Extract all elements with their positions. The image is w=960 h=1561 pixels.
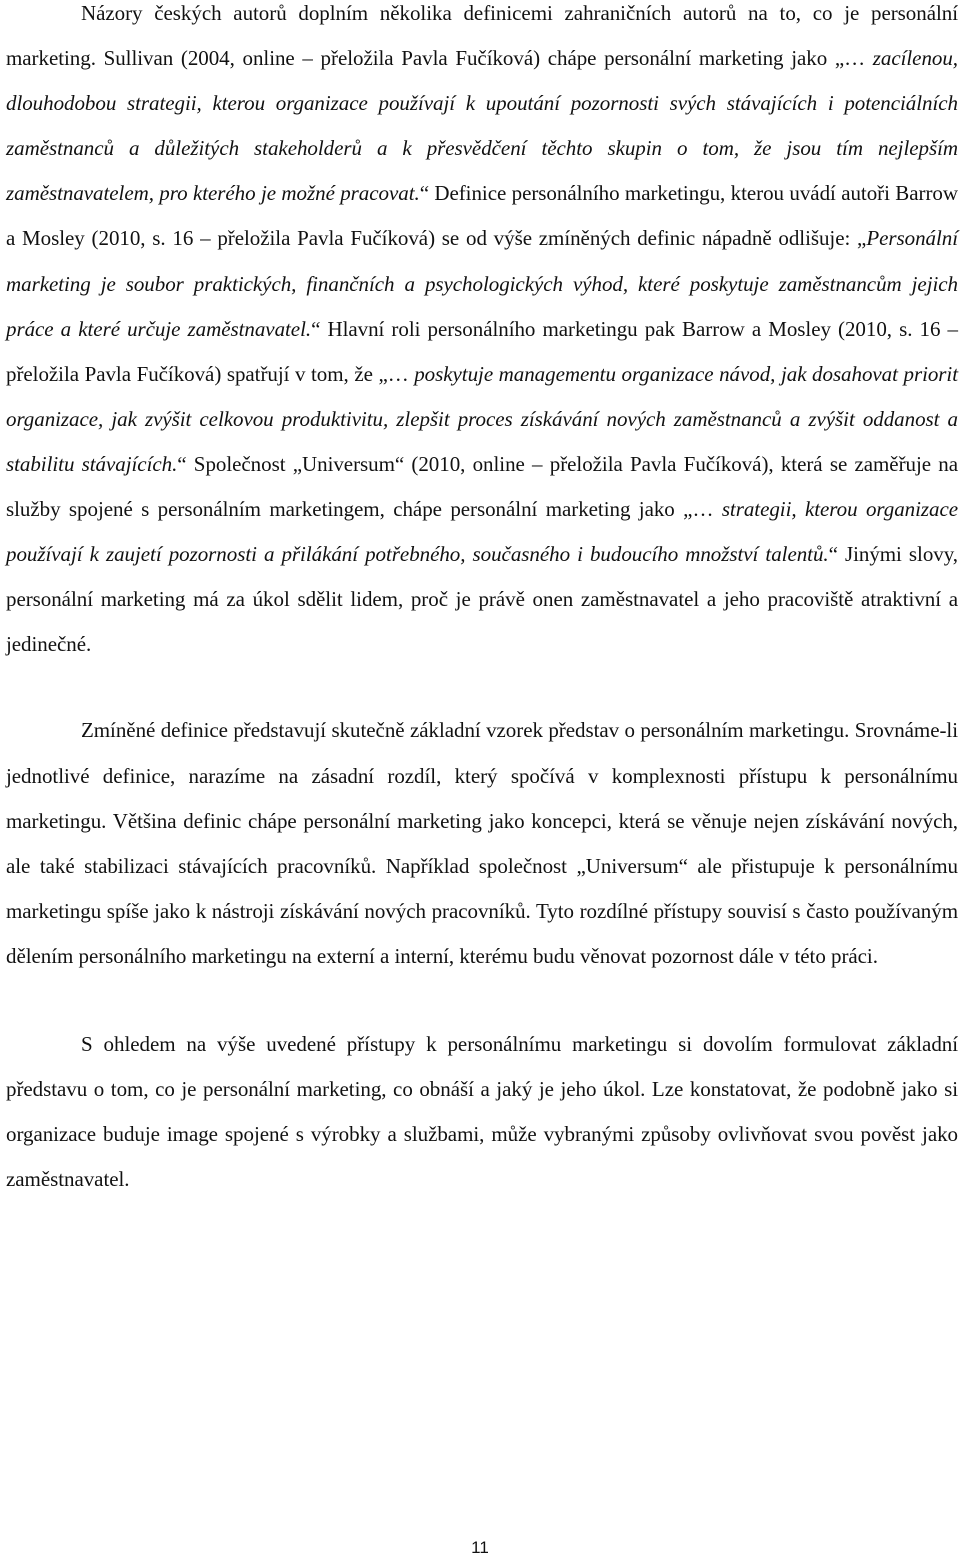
quote-universum: strategii, kterou organizace používají k zaujetí pozornosti a přilákání potřebného, současného i budoucího množství talentů.: [6, 497, 958, 567]
page-number: 11: [471, 1538, 489, 1557]
paragraph-conclusion: [6, 1022, 958, 1202]
quote-barrow-mosley-definition: Personální marketing je soubor praktických, finančních a psychologických výhod, které poskytuje zaměstnancům jejich práce a které určuje zaměstnavatel.: [6, 226, 958, 341]
text-segment: “ Hlavní roli personálního marketingu pak Barrow a Mosley (2010, s. 16 – přeložila Pavla Fučíková) spatřují v tom, že „…: [6, 316, 958, 386]
text-segment: Názory českých autorů doplním několika definicemi zahraničních autorů na to, co je personální marketing. Sullivan (2004, online – přeložila Pavla Fučíková) chápe personální marketing jako „…: [6, 1, 958, 71]
paragraph-definitions: [6, 0, 958, 667]
paragraph-comparison: [6, 708, 958, 979]
text-segment: “ Jinými slovy, personální marketing má za úkol sdělit lidem, proč je právě onen zaměstnavatel a jeho pracoviště atraktivní a jedinečné.: [6, 542, 959, 657]
text-segment: “ Společnost „Universum“ (2010, online – přeložila Pavla Fučíková), která se zaměřuje na služby spojené s personálním marketingem, chápe personální marketing jako „…: [6, 451, 958, 522]
text-segment: “ Definice personálního marketingu, kterou uvádí autoři Barrow a Mosley (2010, s. 16 – přeložila Pavla Fučíková) se od výše zmíněných definic nápadně odlišuje: „: [6, 181, 958, 251]
text-segment: Zmíněné definice představují skutečně základní vzorek představ o personálním marketingu. Srovnáme-li jednotlivé definice, narazíme na zásadní rozdíl, který spočívá v komplexnosti přístupu k personálnímu marketingu. Většina definic chápe personální marketing jako koncepci, která se věnuje nejen získávání nových, ale také stabilizaci stávajících pracovníků. Například společnost „Universum“ ale přistupuje k personálnímu marketingu spíše jako k nástroji získávání nových pracovníků. Tyto rozdílné přístupy souvisí s často používaným dělením personálního marketingu na externí a interní, kterému budu věnovat pozornost dále v této práci.: [6, 718, 958, 968]
text-segment: S ohledem na výše uvedené přístupy k personálnímu marketingu si dovolím formulovat základní představu o tom, co je personální marketing, co obnáší a jaký je jeho úkol. Lze konstatovat, že podobně jako si organizace buduje image spojené s výrobky a službami, může vybranými způsoby ovlivňovat svou pověst jako zaměstnavatel.: [6, 1031, 958, 1192]
document-page: [6, 0, 958, 1202]
quote-barrow-mosley-role: poskytuje managementu organizace návod, jak dosahovat priorit organizace, jak zvýšit celkovou produktivitu, zlepšit proces získávání nových zaměstnanců a zvýšit oddanost a stabilitu stávajících.: [6, 361, 958, 476]
quote-sullivan: zacílenou, dlouhodobou strategii, kterou organizace používají k upoutání pozornosti svých stávajících i potenciálních zaměstnanců a důležitých stakeholderů a k přesvědčení těchto skupin o tom, že jsou tím nejlepším zaměstnavatelem, pro kterého je možné pracovat.: [6, 46, 958, 206]
